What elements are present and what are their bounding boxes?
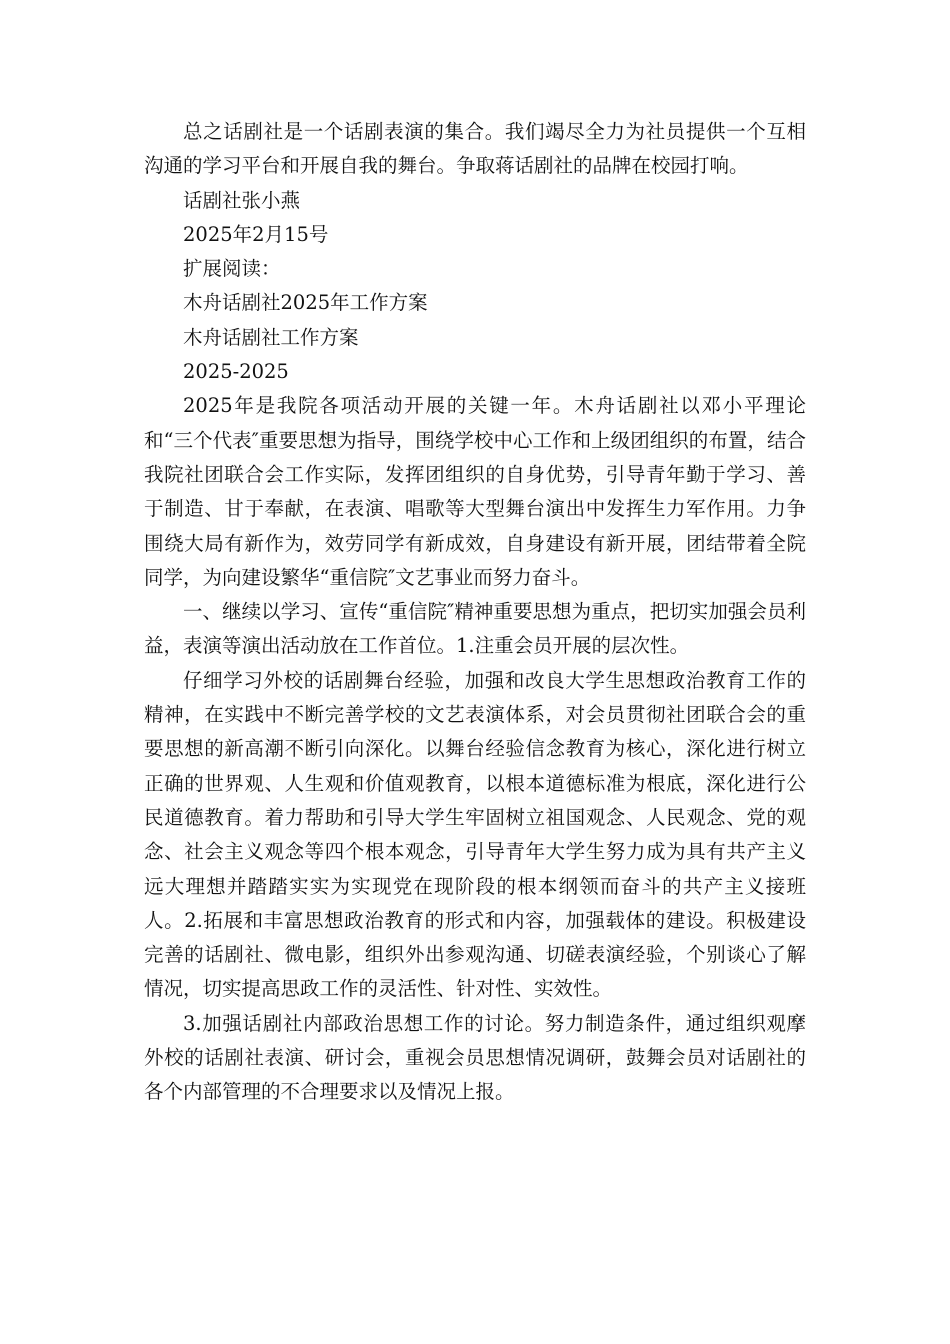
- document-body: [144, 115, 806, 1110]
- closing-paragraph: 总之话剧社是一个话剧表演的集合。我们竭尽全力为社员提供一个互相沟通的学习平台和开展自我的舞台。争取蒋话剧社的品牌在校园打响。: [144, 120, 806, 178]
- section-one-paragraph: 一、继续以学习、宣传“重信院″精神重要思想为重点，把切实加强会员利益，表演等演出活动放在工作首位。1.注重会员开展的层次性。: [144, 600, 806, 658]
- plan-years: 2025-2025: [183, 360, 289, 384]
- signature-name: 话剧社张小燕: [183, 188, 301, 212]
- item-three-paragraph: 3.加强话剧社内部政治思想工作的讨论。努力制造条件，通过组织观摩外校的话剧社表演、研讨会，重视会员思想情况调研，鼓舞会员对话剧社的各个内部管理的不合理要求以及情况上报。: [144, 1011, 806, 1104]
- plan-subtitle: 木舟话剧社工作方案: [183, 325, 359, 349]
- plan-title: 木舟话剧社2025年工作方案: [183, 291, 428, 315]
- extended-reading-label: 扩展阅读：: [183, 257, 281, 281]
- signature-date: 2025年2月15号: [183, 222, 329, 246]
- study-paragraph: 仔细学习外校的话剧舞台经验，加强和改良大学生思想政治教育工作的精神，在实践中不断完善学校的文艺表演体系，对会员贯彻社团联合会的重要思想的新高潮不断引向深化。以舞台经验信念教育为核心，深化进行树立正确的世界观、人生观和价值观教育，以根本道德标准为根底，深化进行公民道德教育。着力帮助和引导大学生牢固树立祖国观念、人民观念、党的观念、社会主义观念等四个根本观念，引导青年大学生努力成为具有共产主义远大理想并踏踏实实为实现党在现阶段的根本纲领而奋斗的共产主义接班人。2.拓展和丰富思想政治教育的形式和内容，加强载体的建设。积极建设完善的话剧社、微电影，组织外出参观沟通、切磋表演经验，个别谈心了解情况，切实提高思政工作的灵活性、针对性、实效性。: [144, 668, 806, 1001]
- intro-paragraph: 2025年是我院各项活动开展的关键一年。木舟话剧社以邓小平理论和“三个代表″重要思想为指导，围绕学校中心工作和上级团组织的布置，结合我院社团联合会工作实际，发挥团组织的自身优势，引导青年勤于学习、善于制造、甘于奉献，在表演、唱歌等大型舞台演出中发挥生力军作用。力争围绕大局有新作为，效劳同学有新成效，自身建设有新开展，团结带着全院同学，为向建设繁华“重信院″文艺事业而努力奋斗。: [144, 394, 806, 589]
